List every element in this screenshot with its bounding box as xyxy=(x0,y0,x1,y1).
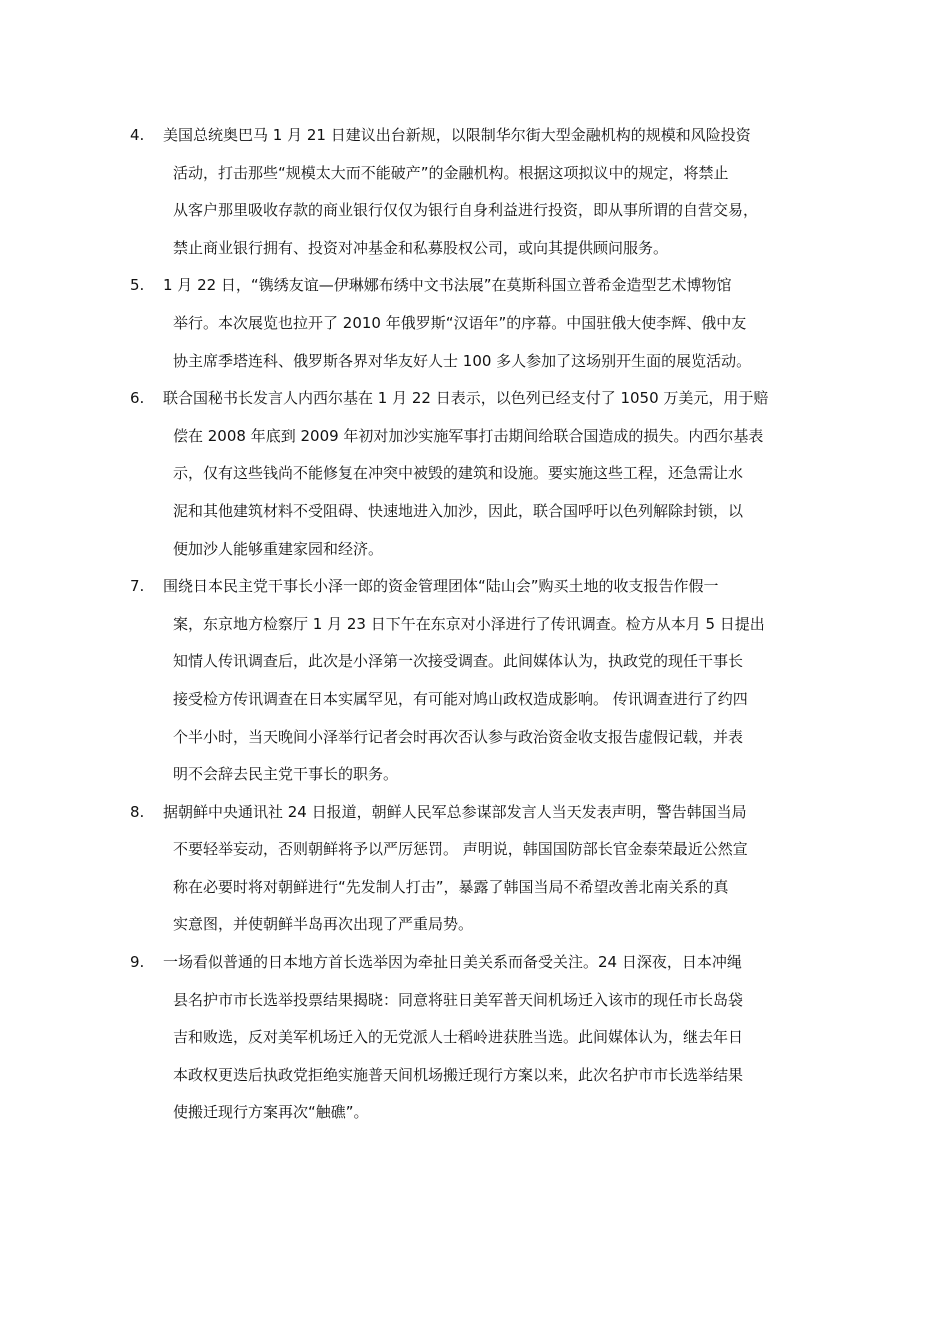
text-line: 1 月 22 日，“镌绣友谊—伊琳娜布绣中文书法展”在莫斯科国立普希金造型艺术博物馆 xyxy=(163,276,732,295)
text-line: 活动，打击那些“规模太大而不能破产”的金融机构。根据这项拟议中的规定，将禁止 xyxy=(173,163,729,182)
list-item xyxy=(130,794,830,944)
item-text xyxy=(163,794,830,944)
text-line: 联合国秘书长发言人内西尔基在 1 月 22 日表示，以色列已经支付了 1050 万美元，用于赔 xyxy=(163,389,769,408)
text-line: 便加沙人能够重建家园和经济。 xyxy=(173,539,384,558)
text-line: 实意图，并使朝鲜半岛再次出现了严重局势。 xyxy=(173,915,474,934)
text-line: 使搬迁现行方案再次“触礁”。 xyxy=(173,1103,369,1122)
item-number: 5. xyxy=(130,276,145,295)
item-text xyxy=(163,944,830,1132)
item-text xyxy=(163,267,830,380)
item-number: 9. xyxy=(130,953,145,972)
text-line: 接受检方传讯调查在日本实属罕见，有可能对鸠山政权造成影响。 传讯调查进行了约四 xyxy=(173,689,748,708)
list-item xyxy=(130,117,830,267)
text-line: 不要轻举妄动，否则朝鲜将予以严厉惩罚。 声明说，韩国国防部长官金泰荣最近公然宣 xyxy=(173,840,748,859)
item-text xyxy=(163,568,830,794)
text-line: 偿在 2008 年底到 2009 年初对加沙实施军事打击期间给联合国造成的损失。内西尔基表 xyxy=(173,426,764,445)
text-line: 吉和败选，反对美军机场迁入的无党派人士稻岭进获胜当选。此间媒体认为，继去年日 xyxy=(173,1028,744,1047)
text-line: 据朝鲜中央通讯社 24 日报道，朝鲜人民军总参谋部发言人当天发表声明，警告韩国当局 xyxy=(163,802,747,821)
text-line: 一场看似普通的日本地方首长选举因为牵扯日美关系而备受关注。24 日深夜，日本冲绳 xyxy=(163,953,742,972)
text-line: 泥和其他建筑材料不受阻碍、快速地进入加沙，因此，联合国呼吁以色列解除封锁，以 xyxy=(173,501,744,520)
list-item xyxy=(130,944,830,1132)
item-number: 8. xyxy=(130,802,145,821)
list-item xyxy=(130,267,830,380)
list-item xyxy=(130,380,830,568)
text-line: 美国总统奥巴马 1 月 21 日建议出台新规，以限制华尔街大型金融机构的规模和风险投资 xyxy=(163,126,751,144)
text-line: 称在必要时将对朝鲜进行“先发制人打击”，暴露了韩国当局不希望改善北南关系的真 xyxy=(173,877,729,896)
text-line: 围绕日本民主党干事长小泽一郎的资金管理团体“陆山会”购买土地的收支报告作假一 xyxy=(163,577,719,596)
news-list xyxy=(130,117,830,1132)
text-line: 从客户那里吸收存款的商业银行仅仅为银行自身利益进行投资，即从事所谓的自营交易， xyxy=(173,201,759,220)
text-line: 个半小时，当天晚间小泽举行记者会时再次否认参与政治资金收支报告虚假记载，并表 xyxy=(173,727,744,746)
text-line: 协主席季塔连科、俄罗斯各界对华友好人士 100 多人参加了这场别开生面的展览活动。 xyxy=(173,351,752,370)
text-line: 案，东京地方检察厅 1 月 23 日下午在东京对小泽进行了传讯调查。检方从本月 5 日提出 xyxy=(173,614,765,633)
item-number: 4. xyxy=(130,126,145,144)
text-line: 县名护市市长选举投票结果揭晓：同意将驻日美军普天间机场迁入该市的现任市长岛袋 xyxy=(173,990,744,1009)
text-line: 示，仅有这些钱尚不能修复在冲突中被毁的建筑和设施。要实施这些工程，还急需让水 xyxy=(173,464,744,483)
text-line: 禁止商业银行拥有、投资对冲基金和私募股权公司，或向其提供顾问服务。 xyxy=(173,238,669,257)
text-line: 本政权更迭后执政党拒绝实施普天间机场搬迁现行方案以来，此次名护市市长选举结果 xyxy=(173,1065,744,1084)
item-number: 7. xyxy=(130,577,145,596)
text-line: 举行。本次展览也拉开了 2010 年俄罗斯“汉语年”的序幕。中国驻俄大使李辉、俄中友 xyxy=(173,313,747,332)
list-item xyxy=(130,568,830,794)
text-line: 知情人传讯调查后，此次是小泽第一次接受调查。此间媒体认为，执政党的现任干事长 xyxy=(173,652,744,671)
item-text xyxy=(163,380,830,568)
item-text xyxy=(163,117,830,267)
text-line: 明不会辞去民主党干事长的职务。 xyxy=(173,765,399,784)
item-number: 6. xyxy=(130,389,145,408)
